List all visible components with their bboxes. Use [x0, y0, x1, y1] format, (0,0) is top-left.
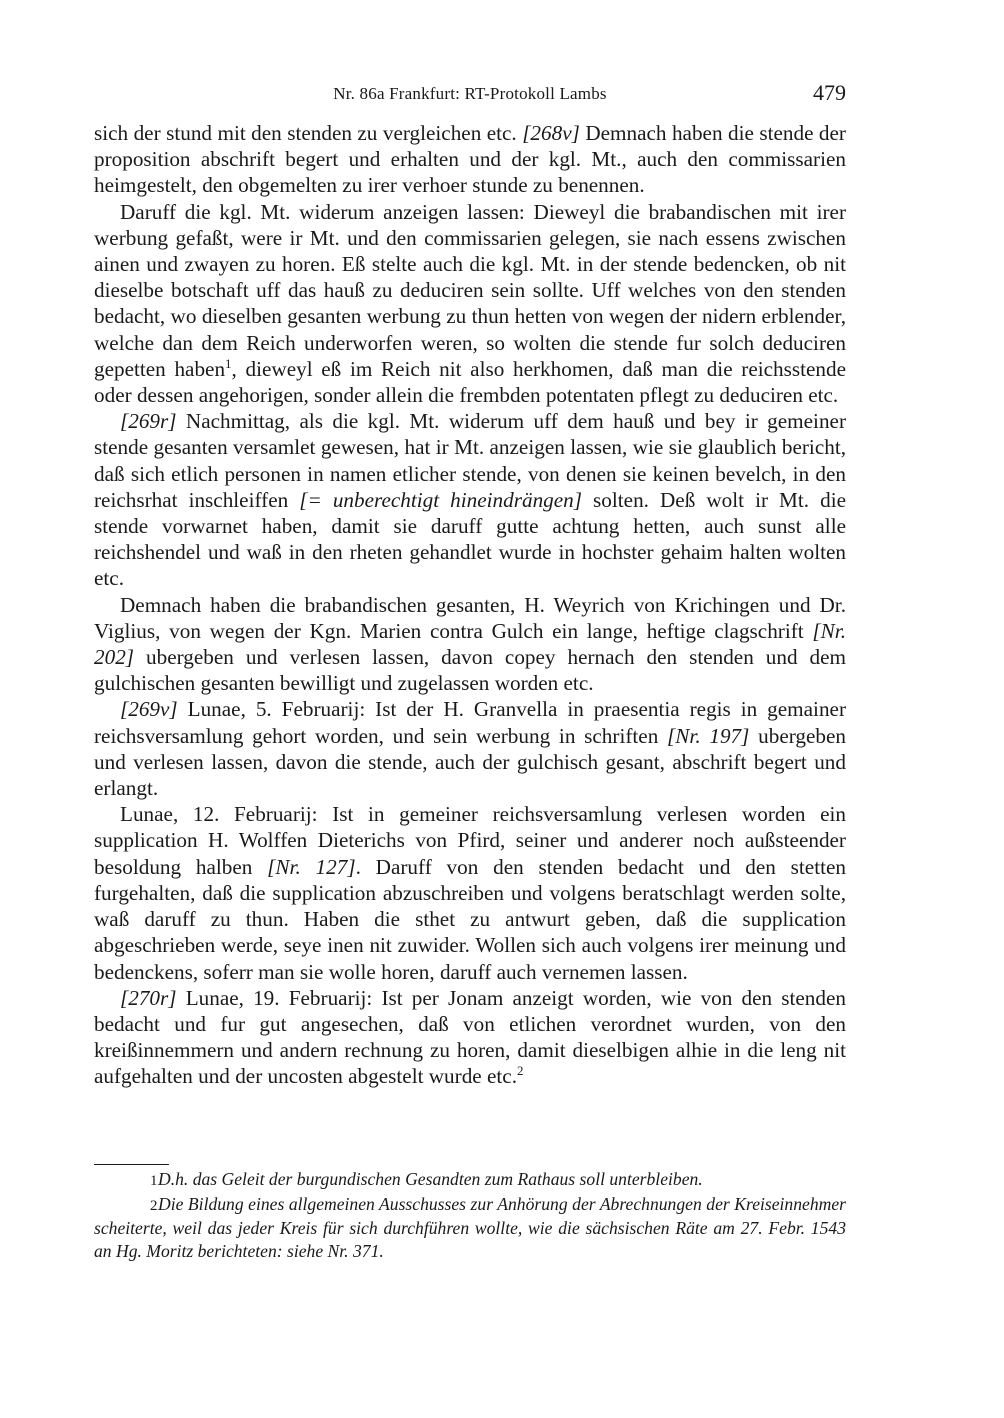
text: ubergeben und verlesen lassen, davon die stende, auch der gulchisch gesant, abschrift begert und erlangt. — [94, 723, 846, 801]
folio-ref: [269r] — [120, 409, 177, 434]
footnote-1 — [94, 1168, 846, 1193]
text: Lunae, 19. Februarij: Ist per Jonam anzeigt worden, wie von den stenden bedacht und fur gut angesechen, daß von etlichen verordnet wurden, von den kreißinnemmern und andern rechnung zu horen, damit dieselbigen alhie in die leng nit aufgehalten und der uncosten abgestelt wurde etc. — [94, 985, 846, 1089]
text: Lunae, 5. Februarij: Ist der H. Granvella in praesentia regis in gemainer reichsversamlung gehort worden, und sein werbung in schriften — [94, 697, 846, 748]
footnote-2 — [94, 1193, 846, 1263]
text: Daruff die kgl. Mt. widerum anzeigen lassen: Dieweyl die brabandischen mit irer werbung gefaßt, were ir Mt. und den commissarien gelegen, sie nach essens zwischen ainen und zwayen zu horen. Eß stelte auch die kgl. Mt. in der stende bedencken, ob nit dieselbe botschaft uff das hauß zu deduciren sein sollte. Uff welches von den stenden bedacht, wo dieselben gesanten werbung zu thun hetten von wegen der nidern erblender, welche dan dem Reich underworfen weren, so wolten die stende fur solch deduciren gepetten haben — [94, 199, 846, 381]
paragraph-3 — [94, 408, 846, 591]
page-number: 479 — [813, 80, 846, 105]
footnotes — [94, 1168, 846, 1262]
text: Nachmittag, als die kgl. Mt. widerum uff dem hauß und bey ir gemeiner stende gesanten versamlet gewesen, hat ir Mt. anzeigen lassen, wie sie glaublich bericht, daß sich etlich personen in namen etlicher stende, von denen sie keinen bevelch, in den reichsrhat inschleiffen — [94, 409, 846, 512]
paragraph-4 — [94, 592, 846, 697]
footnote-marker-1[interactable]: 1 — [225, 355, 232, 371]
text: sich der stund mit den stenden zu vergleichen etc. — [94, 121, 523, 145]
footnote-text: D.h. das Geleit der burgundischen Gesandten zum Rathaus soll unterbleiben. — [158, 1169, 703, 1189]
paragraph-2 — [94, 199, 846, 409]
text: , dieweyl eß im Reich nit also herkhomen, daß man die reichsstende oder dessen angehorigen, sonder allein die frembden potentaten pflegt zu deduciren etc. — [94, 356, 846, 408]
document-ref: [Nr. 197] — [667, 723, 750, 748]
running-title: Nr. 86a Frankfurt: RT-Protokoll Lambs — [333, 84, 607, 103]
paragraph-7 — [94, 985, 846, 1090]
text: ubergeben und verlesen lassen, davon copey hernach den stenden und dem gulchischen gesanten bewilligt und zugelassen worden etc. — [94, 645, 846, 696]
footnote-marker-2[interactable]: 2 — [517, 1063, 524, 1079]
text: solten. Deß wolt ir Mt. die stende vorwarnet haben, damit sie daruff gutte achtung hetten, auch sunst alle reichshendel und waß in den rheten gehandlet wurde in hochster gehaim halten wolten etc. — [94, 487, 847, 591]
editorial-gloss: [= unberechtigt hineindrängen] — [299, 487, 583, 512]
page-header — [94, 80, 846, 108]
folio-ref: [268v] — [522, 121, 580, 145]
paragraph-5 — [94, 696, 846, 801]
folio-ref: [270r] — [120, 985, 177, 1010]
footnote-number: 2 — [150, 1197, 158, 1214]
footnote-number: 1 — [150, 1173, 158, 1189]
footnote-text: Die Bildung eines allgemeinen Ausschusses zur Anhörung der Abrechnungen der Kreiseinnehmer scheiterte, weil das jeder Kreis für sich durchführen wollte, wie die sächsischen Räte am 27. Febr. 1543 an Hg. Moritz berichteten: siehe Nr. 371. — [94, 1193, 846, 1261]
main-text — [94, 120, 846, 1090]
text: Demnach haben die brabandischen gesanten, H. Weyrich von Krichingen und Dr. Viglius, von wegen der Kgn. Marien contra Gulch ein lange, heftige clagschrift — [94, 592, 846, 643]
paragraph-6 — [94, 801, 846, 984]
folio-ref: [269v] — [120, 697, 178, 722]
text: Lunae, 12. Februarij: Ist in gemeiner reichsversamlung verlesen worden ein supplication H. Wolffen Dieterichs von Pfird, seiner und anderer noch außsteender besoldung halben — [94, 802, 846, 879]
text: . Daruff von den stenden bedacht und den stetten furgehalten, daß die supplication abzuschreiben und volgens beratschlagt werden solte, waß daruff zu thun. Haben die sthet zu antwurt geben, daß die supplication abgeschrieben werde, seye inen nit zuwider. Wollen sich auch volgens irer meinung und bedenckens, soferr man sie wolle horen, daruff auch vernemen lassen. — [94, 854, 846, 984]
document-ref: [Nr. 202] — [94, 618, 846, 670]
text: Demnach haben die stende der proposition abschrift begert und erhalten und der kgl. Mt., auch den commissarien heimgestelt, den obgemelten zu irer verhoer stunde zu benennen. — [94, 121, 846, 198]
footnote-divider — [94, 1164, 169, 1165]
paragraph-1 — [94, 120, 846, 199]
document-ref: [Nr. 127] — [267, 854, 356, 879]
